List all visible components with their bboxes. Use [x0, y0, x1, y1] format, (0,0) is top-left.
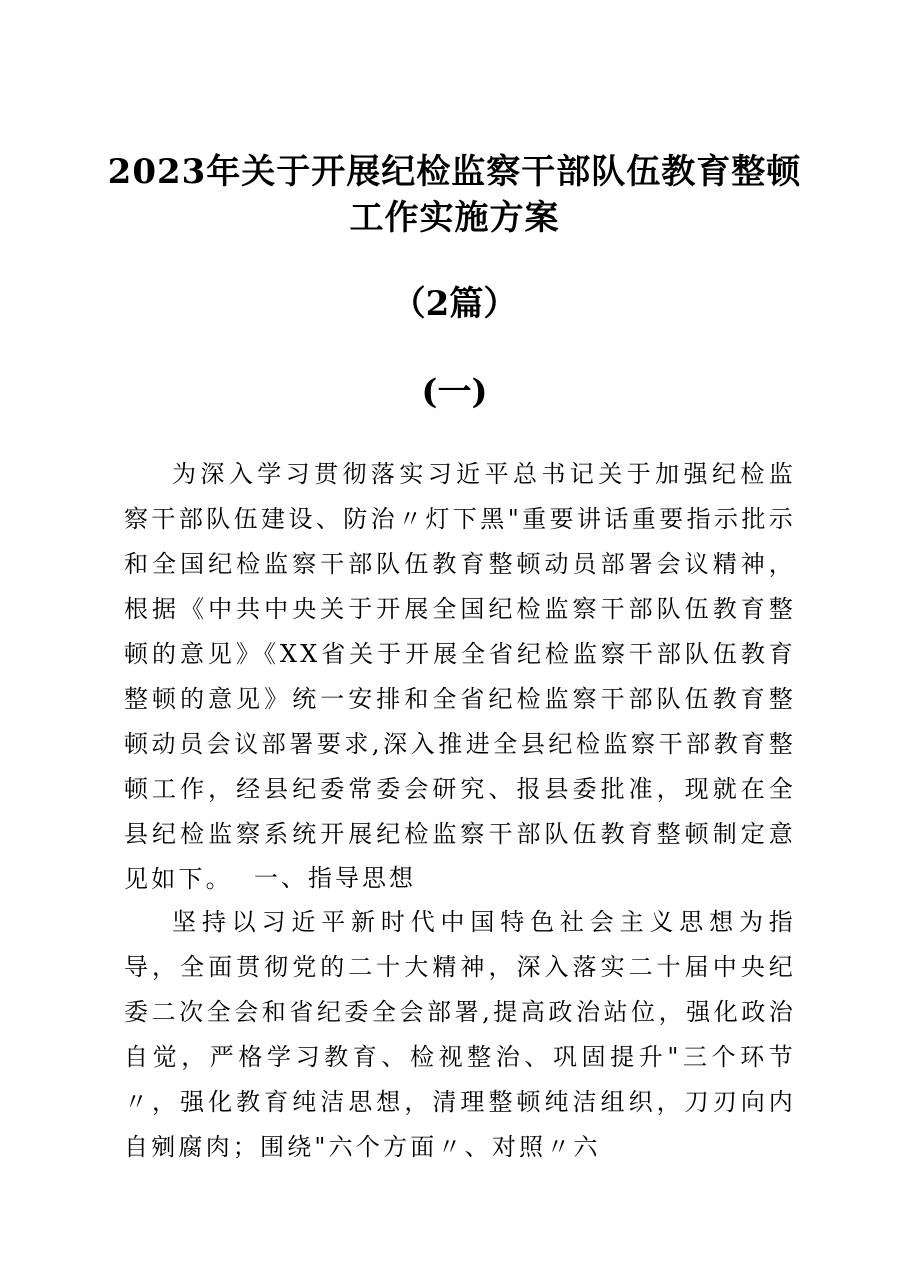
- guiding-ideology-paragraph: 坚持以习近平新时代中国特色社会主义思想为指导，全面贯彻党的二十大精神，深入落实二十届中央纪委二次全会和省纪委全会部署,提高政治站位，强化政治自觉，严格学习教育、检视整治、巩固提升"三个环节〃，强化教育纯洁思想，清理整顿纯洁组织，刀刃向内自剜腐肉；围绕"六个方面〃、对照〃六: [124, 908, 796, 1161]
- section-number: (一): [421, 372, 488, 412]
- document-title-line-2: 工作实施方案: [349, 198, 560, 238]
- article-count: （2篇）: [391, 284, 518, 324]
- document-title-line-1: 2023年关于开展纪检监察干部队伍教育整顿: [107, 152, 802, 192]
- section-heading: 一、指导思想: [254, 864, 416, 892]
- intro-paragraph: 为深入学习贯彻落实习近平总书记关于加强纪检监察干部队伍建设、防治〃灯下黑"重要讲话重要指示批示和全国纪检监察干部队伍教育整顿动员部署会议精神，根据《中共中央关于开展全国纪检监察干部队伍教育整顿的意见》《XX省关于开展全省纪检监察干部队伍教育整顿的意见》统一安排和全省纪检监察干部队伍教育整顿动员会议部署要求,深入推进全县纪检监察干部教育整顿工作，经县纪委常委会研究、报县委批准，现就在全县纪检监察系统开展纪检监察干部队伍教育整顿制定意见如下。: [124, 460, 796, 893]
